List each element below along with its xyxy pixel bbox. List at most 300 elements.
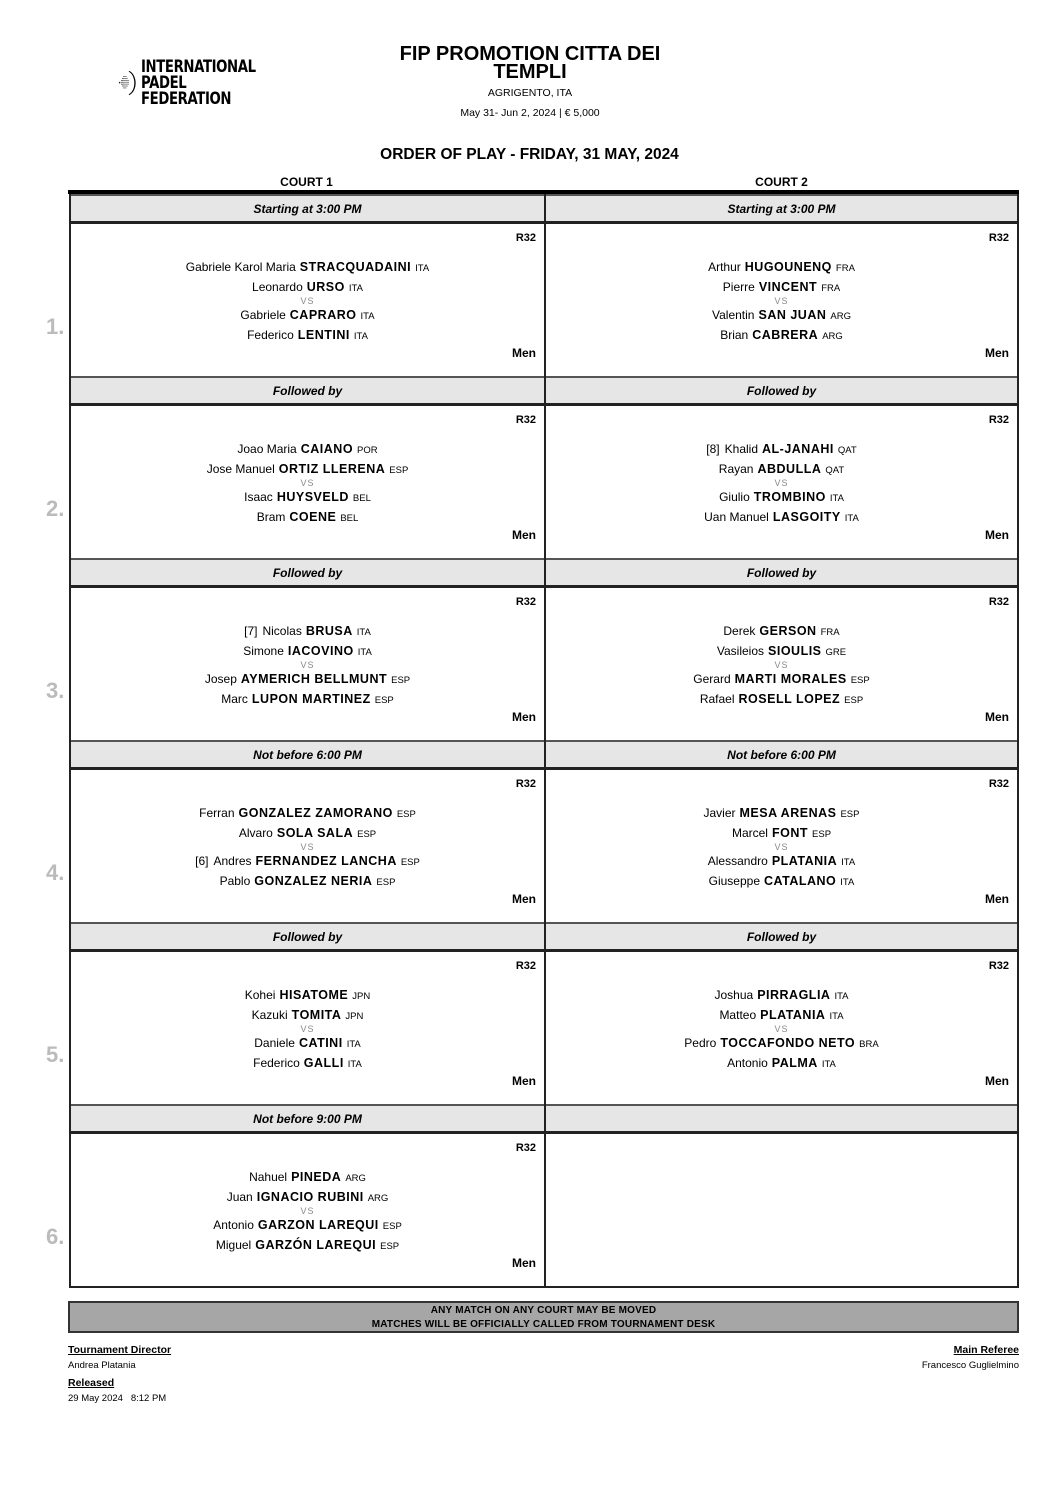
ipf-logo	[118, 48, 288, 118]
player-row	[546, 803, 1017, 823]
player-nationality: ITA	[348, 283, 363, 294]
match-row	[46, 1134, 1019, 1286]
match-cell	[544, 952, 1019, 1104]
player-first-name: Derek	[723, 624, 756, 638]
padel-ball-logo-icon	[118, 49, 137, 117]
match-cell	[46, 770, 544, 922]
player-nationality: ARG	[367, 1193, 389, 1204]
player-row	[546, 621, 1017, 641]
player-first-name: Nahuel	[249, 1170, 288, 1184]
player-last-name: PINEDA	[291, 1170, 342, 1184]
time-cell	[69, 376, 544, 406]
player-nationality: QAT	[825, 465, 845, 476]
player-last-name: PIRRAGLIA	[757, 988, 831, 1002]
category-label: Men	[512, 1256, 536, 1270]
time-cell	[544, 740, 1019, 770]
referee-label: Main Referee	[953, 1344, 1019, 1356]
title-line: FIP PROMOTION CITTA DEI	[399, 43, 661, 65]
player-nationality: ITA	[840, 877, 855, 888]
logo-line: PADEL	[140, 73, 187, 93]
court-header: COURT 2	[755, 175, 808, 189]
versus-label: VS	[774, 1024, 789, 1034]
round-label: R32	[515, 960, 536, 972]
versus-label: VS	[300, 842, 315, 852]
player-nationality: GRE	[825, 647, 847, 658]
player-nationality: FRA	[820, 627, 840, 638]
round-label: R32	[515, 414, 536, 426]
player-row	[71, 507, 544, 527]
player-nationality: ESP	[840, 809, 860, 820]
player-nationality: ESP	[396, 809, 416, 820]
players-list	[71, 257, 544, 345]
player-first-name: Giuseppe	[708, 874, 760, 888]
player-row	[546, 305, 1017, 325]
match-cell	[544, 1134, 1019, 1286]
versus-label: VS	[300, 1024, 315, 1034]
time-cell	[69, 922, 544, 952]
player-nationality: ESP	[391, 675, 411, 686]
player-nationality: ESP	[380, 1241, 400, 1252]
match-row	[46, 224, 1019, 376]
player-first-name: Pedro	[684, 1036, 717, 1050]
player-row	[71, 641, 544, 661]
tournament-location: AGRIGENTO, ITA	[487, 87, 573, 99]
time-row	[69, 922, 1019, 952]
player-row	[546, 439, 1017, 459]
player-first-name: Matteo	[719, 1008, 757, 1022]
players-list	[71, 985, 544, 1073]
player-row	[546, 851, 1017, 871]
player-row	[546, 669, 1017, 689]
versus-label: VS	[774, 842, 789, 852]
player-last-name: GARZÓN LAREQUI	[255, 1238, 377, 1252]
player-row	[71, 277, 544, 297]
player-last-name: GALLI	[303, 1056, 344, 1070]
players-list	[71, 1167, 544, 1255]
player-last-name: URSO	[306, 280, 345, 294]
time-cell	[544, 376, 1019, 406]
match-card[interactable]	[546, 952, 1017, 1104]
player-seed: [6]	[195, 854, 209, 868]
time-cell	[544, 194, 1019, 224]
slot-number: 6.	[46, 1224, 65, 1249]
player-last-name: AL-JANAHI	[762, 442, 834, 456]
player-last-name: PLATANIA	[760, 1008, 826, 1022]
title-line: TEMPLI	[493, 61, 567, 83]
match-cell	[46, 406, 544, 558]
referee-block	[922, 1344, 1019, 1371]
player-first-name: Gerard	[693, 672, 731, 686]
players-list	[546, 621, 1017, 709]
match-cell	[544, 588, 1019, 740]
round-label: R32	[988, 778, 1009, 790]
category-label: Men	[985, 710, 1009, 724]
player-first-name: Rafael	[699, 692, 735, 706]
player-row	[71, 1167, 544, 1187]
player-nationality: ESP	[850, 675, 870, 686]
player-nationality: ESP	[376, 877, 396, 888]
start-time-bar: Starting at 3:00 PM	[71, 194, 544, 224]
tournament-title	[350, 45, 710, 81]
player-nationality: POR	[357, 445, 378, 456]
player-first-name: Khalid	[724, 442, 758, 456]
versus-label: VS	[300, 478, 315, 488]
player-nationality: ITA	[357, 647, 372, 658]
player-row	[71, 1215, 544, 1235]
player-first-name: Rayan	[718, 462, 754, 476]
player-nationality: BEL	[340, 513, 359, 524]
versus-label: VS	[774, 660, 789, 670]
player-last-name: CABRERA	[752, 328, 819, 342]
match-cell	[544, 224, 1019, 376]
player-nationality: ITA	[821, 1059, 836, 1070]
slot-number: 2.	[46, 496, 65, 521]
released-block	[68, 1377, 166, 1404]
player-row	[546, 487, 1017, 507]
category-label: Men	[512, 710, 536, 724]
round-label: R32	[515, 1142, 536, 1154]
player-first-name: Giulio	[719, 490, 750, 504]
player-last-name: TOMITA	[291, 1008, 342, 1022]
player-first-name: Miguel	[215, 1238, 252, 1252]
match-cell	[46, 224, 544, 376]
player-last-name: CAPRARO	[289, 308, 357, 322]
player-last-name: AYMERICH BELLMUNT	[240, 672, 388, 686]
player-row	[546, 277, 1017, 297]
player-first-name: Federico	[247, 328, 294, 342]
versus-label: VS	[300, 296, 315, 306]
time-row	[69, 740, 1019, 770]
player-nationality: ESP	[382, 1221, 402, 1232]
logo-line: FEDERATION	[140, 89, 232, 109]
category-label: Men	[512, 892, 536, 906]
player-nationality: ARG	[830, 311, 851, 322]
court-header: COURT 1	[280, 175, 333, 189]
versus-label: VS	[300, 660, 315, 670]
time-row	[69, 558, 1019, 588]
player-row	[546, 1005, 1017, 1025]
logo-wordmark	[141, 59, 256, 107]
time-cell	[544, 922, 1019, 952]
versus-label: VS	[774, 296, 789, 306]
player-row	[71, 1187, 544, 1207]
player-first-name: Kazuki	[251, 1008, 288, 1022]
player-first-name: Gabriele	[240, 308, 286, 322]
player-last-name: GONZALEZ NERIA	[254, 874, 373, 888]
round-label: R32	[988, 596, 1009, 608]
player-last-name: ORTIZ LLERENA	[278, 462, 386, 476]
player-row	[71, 1053, 544, 1073]
player-nationality: ITA	[829, 1011, 844, 1022]
player-row	[71, 459, 544, 479]
player-first-name: Jose Manuel	[206, 462, 275, 476]
start-time-bar: Followed by	[546, 376, 1017, 406]
player-nationality: ITA	[844, 513, 859, 524]
player-first-name: Gabriele Karol Maria	[185, 260, 296, 274]
player-nationality: ARG	[345, 1173, 366, 1184]
player-first-name: Vasileios	[716, 644, 765, 658]
player-row	[71, 1033, 544, 1053]
category-label: Men	[985, 346, 1009, 360]
round-label: R32	[515, 596, 536, 608]
start-time-bar: Not before 6:00 PM	[71, 740, 544, 770]
start-time-bar: Followed by	[71, 558, 544, 588]
player-nationality: ITA	[834, 991, 849, 1002]
player-row	[71, 1235, 544, 1255]
player-nationality: ITA	[829, 493, 844, 504]
player-nationality: ITA	[356, 627, 371, 638]
time-row	[69, 194, 1019, 224]
player-nationality: ITA	[841, 857, 856, 868]
match-row	[46, 770, 1019, 922]
players-list	[546, 439, 1017, 527]
player-last-name: BRUSA	[305, 624, 353, 638]
player-row	[71, 325, 544, 345]
player-last-name: ROSELL LOPEZ	[738, 692, 841, 706]
category-label: Men	[512, 346, 536, 360]
time-cell	[69, 194, 544, 224]
player-last-name: MARTI MORALES	[734, 672, 847, 686]
player-first-name: Simone	[243, 644, 284, 658]
player-nationality: ITA	[415, 263, 430, 274]
start-time-bar: Followed by	[546, 558, 1017, 588]
player-last-name: SAN JUAN	[758, 308, 827, 322]
player-row	[546, 985, 1017, 1005]
versus-label: VS	[300, 1206, 315, 1216]
match-card[interactable]	[546, 224, 1017, 376]
category-label: Men	[985, 892, 1009, 906]
player-nationality: ESP	[374, 695, 394, 706]
player-first-name: Leonardo	[252, 280, 303, 294]
players-list	[546, 257, 1017, 345]
player-row	[546, 1053, 1017, 1073]
player-row	[71, 621, 544, 641]
player-nationality: ESP	[844, 695, 864, 706]
player-row	[71, 1005, 544, 1025]
slot-number: 1.	[46, 314, 65, 339]
player-row	[546, 257, 1017, 277]
player-last-name: MESA ARENAS	[739, 806, 837, 820]
player-nationality: ITA	[346, 1039, 361, 1050]
start-time-bar: Not before 6:00 PM	[546, 740, 1017, 770]
player-first-name: Uan Manuel	[704, 510, 769, 524]
player-last-name: ABDULLA	[757, 462, 822, 476]
players-list	[71, 439, 544, 527]
start-time-bar: Followed by	[71, 376, 544, 406]
match-cell	[46, 588, 544, 740]
player-last-name: GARZON LAREQUI	[257, 1218, 379, 1232]
player-first-name: Alvaro	[238, 826, 273, 840]
player-last-name: IACOVINO	[287, 644, 354, 658]
player-row	[71, 669, 544, 689]
time-cell	[544, 558, 1019, 588]
match-card[interactable]	[46, 588, 544, 740]
player-first-name: Federico	[253, 1056, 300, 1070]
player-last-name: PALMA	[771, 1056, 818, 1070]
start-time-bar: Followed by	[546, 922, 1017, 952]
tournament-header	[350, 45, 710, 119]
player-last-name: SOLA SALA	[276, 826, 354, 840]
player-nationality: BRA	[859, 1039, 879, 1050]
player-row	[546, 325, 1017, 345]
players-list	[71, 803, 544, 891]
player-row	[546, 871, 1017, 891]
match-cell	[544, 406, 1019, 558]
match-row	[46, 406, 1019, 558]
round-label: R32	[988, 414, 1009, 426]
player-last-name: IGNACIO RUBINI	[256, 1190, 364, 1204]
player-row	[546, 1033, 1017, 1053]
player-nationality: JPN	[352, 991, 371, 1002]
player-last-name: CATALANO	[764, 874, 837, 888]
player-first-name: Arthur	[708, 260, 741, 274]
round-label: R32	[515, 778, 536, 790]
player-first-name: Brian	[720, 328, 749, 342]
player-first-name: Isaac	[244, 490, 273, 504]
player-nationality: ITA	[347, 1059, 362, 1070]
match-card[interactable]	[46, 224, 544, 376]
time-cell	[69, 1104, 544, 1134]
player-nationality: FRA	[821, 283, 841, 294]
player-first-name: Antonio	[213, 1218, 254, 1232]
player-first-name: Pierre	[722, 280, 755, 294]
released-label: Released	[68, 1377, 115, 1389]
player-first-name: Kohei	[244, 988, 276, 1002]
player-nationality: ESP	[357, 829, 377, 840]
logo-line: INTERNATIONAL	[140, 57, 256, 77]
player-row	[71, 305, 544, 325]
player-last-name: TOCCAFONDO NETO	[720, 1036, 856, 1050]
director-label: Tournament Director	[68, 1344, 172, 1356]
players-list	[546, 985, 1017, 1073]
match-card[interactable]	[46, 406, 544, 558]
player-row	[71, 257, 544, 277]
players-list	[71, 621, 544, 709]
director-name: Andrea Platania	[68, 1360, 136, 1371]
grid-bottom-rule	[69, 1286, 1019, 1288]
player-last-name: TROMBINO	[753, 490, 826, 504]
player-last-name: FONT	[771, 826, 809, 840]
player-last-name: VINCENT	[758, 280, 818, 294]
start-time-bar: Not before 9:00 PM	[71, 1104, 544, 1134]
round-label: R32	[988, 960, 1009, 972]
player-nationality: FRA	[835, 263, 855, 274]
player-nationality: ESP	[389, 465, 409, 476]
player-first-name: Marc	[221, 692, 248, 706]
players-list	[546, 803, 1017, 891]
notice-line: MATCHES WILL BE OFFICIALLY CALLED FROM TOURNAMENT DESK	[371, 1319, 716, 1330]
match-card[interactable]	[546, 406, 1017, 558]
player-first-name: Antonio	[727, 1056, 768, 1070]
player-first-name: Nicolas	[262, 624, 302, 638]
notice-banner	[68, 1301, 1019, 1333]
slot-number: 3.	[46, 678, 65, 703]
player-last-name: FERNANDEZ LANCHA	[255, 854, 397, 868]
player-nationality: ITA	[353, 331, 368, 342]
player-last-name: COENE	[289, 510, 337, 524]
player-first-name: Joao Maria	[237, 442, 297, 456]
match-card[interactable]	[546, 588, 1017, 740]
time-cell	[69, 558, 544, 588]
category-label: Men	[512, 1074, 536, 1088]
category-label: Men	[985, 1074, 1009, 1088]
player-row	[71, 985, 544, 1005]
start-time-bar: Followed by	[71, 922, 544, 952]
court-headers	[69, 175, 1019, 189]
player-nationality: JPN	[345, 1011, 364, 1022]
player-first-name: Javier	[703, 806, 736, 820]
schedule-grid	[46, 194, 1019, 1288]
player-first-name: Josep	[204, 672, 237, 686]
round-label: R32	[988, 232, 1009, 244]
player-first-name: Juan	[226, 1190, 253, 1204]
match-card[interactable]	[46, 770, 544, 922]
player-first-name: Valentin	[712, 308, 755, 322]
start-time-bar: Starting at 3:00 PM	[546, 194, 1017, 224]
player-row	[546, 641, 1017, 661]
match-card[interactable]	[46, 1134, 544, 1286]
order-of-play-title: ORDER OF PLAY - FRIDAY, 31 MAY, 2024	[380, 146, 679, 163]
player-row	[71, 689, 544, 709]
player-seed: [7]	[244, 624, 258, 638]
match-row	[46, 588, 1019, 740]
player-row	[546, 459, 1017, 479]
player-row	[71, 803, 544, 823]
director-block	[68, 1344, 171, 1371]
player-row	[546, 689, 1017, 709]
player-nationality: ESP	[812, 829, 832, 840]
round-label: R32	[515, 232, 536, 244]
player-last-name: LENTINI	[297, 328, 350, 342]
player-last-name: GERSON	[759, 624, 817, 638]
player-first-name: Pablo	[219, 874, 251, 888]
player-first-name: Daniele	[254, 1036, 295, 1050]
player-row	[71, 851, 544, 871]
player-last-name: GONZALEZ ZAMORANO	[238, 806, 393, 820]
player-last-name: CAIANO	[300, 442, 354, 456]
player-first-name: Bram	[256, 510, 286, 524]
slot-number: 4.	[46, 860, 65, 885]
category-label: Men	[512, 528, 536, 542]
time-cell	[69, 740, 544, 770]
player-row	[546, 823, 1017, 843]
notice-line: ANY MATCH ON ANY COURT MAY BE MOVED	[430, 1305, 657, 1316]
match-row	[46, 952, 1019, 1104]
match-cell	[544, 770, 1019, 922]
match-cell	[46, 1134, 544, 1286]
player-last-name: STRACQUADAINI	[299, 260, 412, 274]
category-label: Men	[985, 528, 1009, 542]
player-first-name: Joshua	[714, 988, 754, 1002]
player-first-name: Ferran	[199, 806, 235, 820]
match-cell	[46, 952, 544, 1104]
player-nationality: ARG	[822, 331, 843, 342]
player-last-name: HISATOME	[279, 988, 349, 1002]
match-card[interactable]	[546, 770, 1017, 922]
player-row	[71, 871, 544, 891]
player-nationality: ITA	[360, 311, 375, 322]
player-last-name: SIOULIS	[768, 644, 822, 658]
player-row	[71, 487, 544, 507]
empty-match-card	[546, 1134, 1017, 1286]
time-row	[69, 376, 1019, 406]
player-first-name: Andres	[213, 854, 252, 868]
match-card[interactable]	[46, 952, 544, 1104]
player-first-name: Alessandro	[707, 854, 768, 868]
player-last-name: HUGOUNENQ	[744, 260, 832, 274]
player-first-name: Marcel	[731, 826, 768, 840]
player-row	[546, 507, 1017, 527]
